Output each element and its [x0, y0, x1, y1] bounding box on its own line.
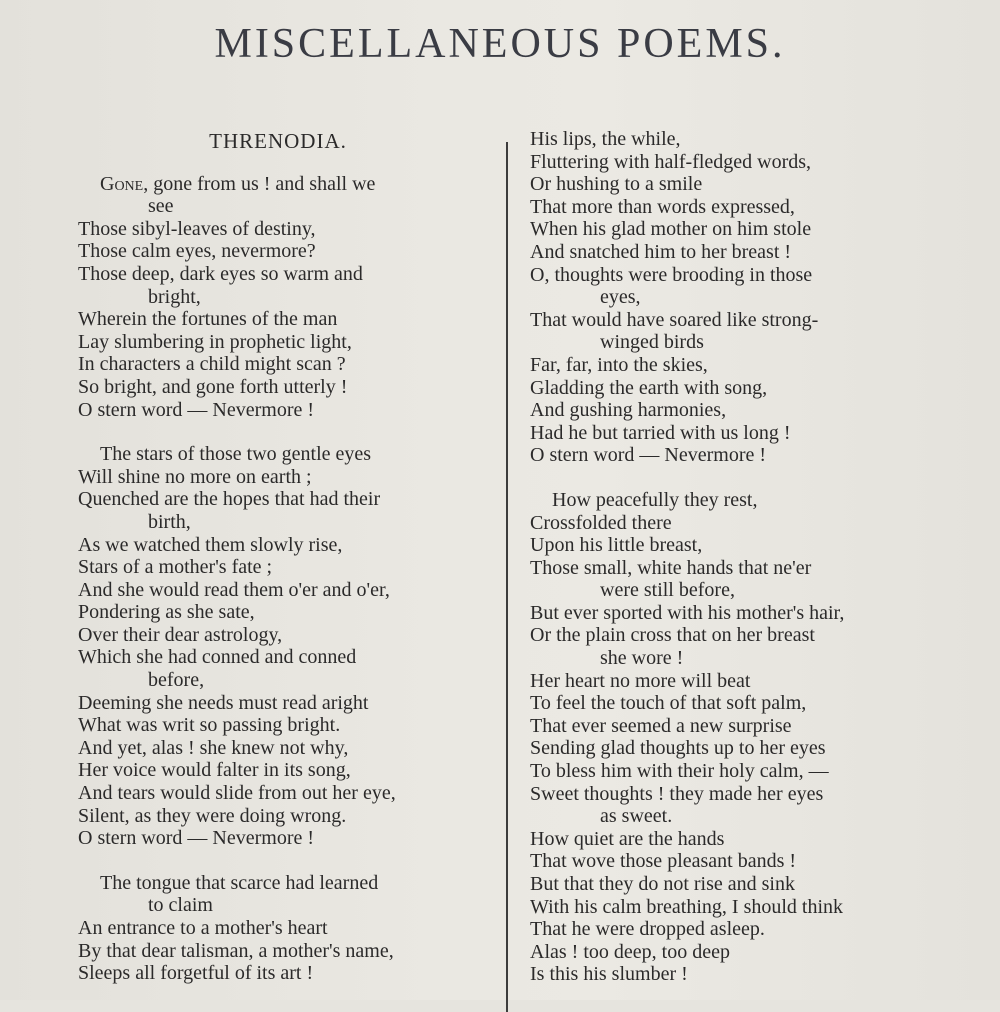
verse-line: Had he but tarried with us long !: [530, 421, 791, 444]
right-verse-lines: [530, 128, 970, 986]
verse-line: Wherein the fortunes of the man: [78, 308, 338, 331]
verse-line: In characters a child might scan ?: [78, 353, 346, 376]
stanza-break: [530, 467, 970, 489]
verse-line: The tongue that scarce had learned: [100, 871, 379, 894]
right-column: [530, 128, 970, 986]
verse-line: Those small, white hands that ne'er: [530, 556, 812, 579]
verse-line: As we watched them slowly rise,: [78, 533, 343, 556]
first-line-rest: , gone from us ! and shall we: [143, 172, 376, 195]
verse-line: To feel the touch of that soft palm,: [530, 692, 807, 715]
left-verse-lines: [78, 195, 498, 985]
verse-line: And yet, alas ! she knew not why,: [78, 736, 349, 759]
verse-line: Will shine no more on earth ;: [78, 465, 312, 488]
verse-line: That ever seemed a new surprise: [530, 714, 792, 737]
verse-line: winged birds: [600, 331, 704, 354]
verse-line: Lay slumbering in prophetic light,: [78, 330, 352, 353]
verse-line: And tears would slide from out her eye,: [78, 782, 396, 805]
drop-word: Gone: [100, 172, 144, 195]
verse-line: When his glad mother on him stole: [530, 218, 812, 241]
verse-line: Her heart no more will beat: [530, 669, 751, 692]
verse-line: Upon his little breast,: [530, 534, 703, 557]
verse-line: An entrance to a mother's heart: [78, 917, 328, 939]
verse-line: Those sibyl-leaves of destiny,: [78, 217, 316, 240]
verse-line: Sending glad thoughts up to her eyes: [530, 737, 826, 760]
verse-line: Is this his slumber !: [530, 963, 688, 986]
verse-line: were still before,: [600, 579, 735, 602]
verse-line: Stars of a mother's fate ;: [78, 556, 273, 579]
verse-line: Pondering as she sate,: [78, 601, 255, 624]
verse-line: That would have soared like strong-: [530, 308, 819, 331]
stanza-break: [78, 421, 498, 443]
verse-line: Deeming she needs must read aright: [78, 691, 369, 714]
poem-title: THRENODIA.: [209, 129, 347, 153]
verse-line: Crossfolded there: [530, 511, 672, 534]
verse-line: Far, far, into the skies,: [530, 353, 708, 376]
verse-line: before,: [148, 669, 205, 692]
verse-line: But that they do not rise and sink: [530, 873, 795, 895]
verse-line: Sweet thoughts ! they made her eyes: [530, 782, 824, 805]
left-column: [78, 126, 498, 985]
verse-line: How peacefully they rest,: [552, 488, 758, 511]
running-header: MISCELLANEOUS POEMS.: [214, 21, 786, 67]
verse-line: But ever sported with his mother's hair,: [530, 601, 845, 624]
verse-line: That wove those pleasant bands !: [530, 850, 797, 873]
verse-line: Quenched are the hopes that had their: [78, 488, 381, 511]
verse-line: O stern word — Nevermore !: [78, 827, 315, 850]
verse-line: What was writ so passing bright.: [78, 714, 341, 737]
poem-first-line: [78, 173, 498, 196]
verse-line: to claim: [148, 894, 213, 917]
verse-line: And gushing harmonies,: [530, 399, 727, 422]
verse-line: Which she had conned and conned: [78, 646, 357, 669]
verse-line: Or the plain cross that on her breast: [530, 624, 815, 647]
verse-line: bright,: [148, 285, 201, 308]
verse-line: By that dear talisman, a mother's name,: [78, 939, 394, 962]
verse-line: His lips, the while,: [530, 128, 681, 150]
verse-line: And snatched him to her breast !: [530, 240, 792, 263]
verse-line: birth,: [148, 510, 191, 533]
verse-line: With his calm breathing, I should think: [530, 895, 844, 918]
verse-line: O stern word — Nevermore !: [78, 398, 315, 421]
verse-line: Those calm eyes, nevermore?: [78, 240, 316, 263]
verse-line: To bless him with their holy calm, —: [530, 760, 829, 783]
verse-line: Silent, as they were doing wrong.: [78, 804, 347, 827]
verse-line: O, thoughts were brooding in those: [530, 263, 813, 286]
stanza-break: [78, 850, 498, 872]
verse-line: Her voice would falter in its song,: [78, 759, 351, 782]
verse-line: she wore !: [600, 647, 684, 670]
verse-line: as sweet.: [600, 805, 673, 828]
verse-line: How quiet are the hands: [530, 827, 725, 850]
verse-line: Alas ! too deep, too deep: [530, 940, 730, 963]
verse-line: eyes,: [600, 286, 641, 309]
verse-line: see: [148, 195, 174, 218]
verse-line: That he were dropped asleep.: [530, 918, 765, 941]
verse-line: O stern word — Nevermore !: [530, 444, 767, 467]
verse-line: Fluttering with half-fledged words,: [530, 150, 812, 173]
verse-line: Over their dear astrology,: [78, 623, 283, 646]
verse-line: That more than words expressed,: [530, 195, 795, 218]
verse-line: And she would read them o'er and o'er,: [78, 578, 390, 601]
verse-line: Sleeps all forgetful of its art !: [78, 962, 314, 985]
verse-line: Those deep, dark eyes so warm and: [78, 262, 363, 285]
verse-line: Gladding the earth with song,: [530, 376, 768, 399]
verse-line: The stars of those two gentle eyes: [100, 443, 372, 466]
column-divider: [506, 142, 508, 1012]
verse-line: Or hushing to a smile: [530, 173, 703, 196]
verse-line: So bright, and gone forth utterly !: [78, 375, 348, 398]
